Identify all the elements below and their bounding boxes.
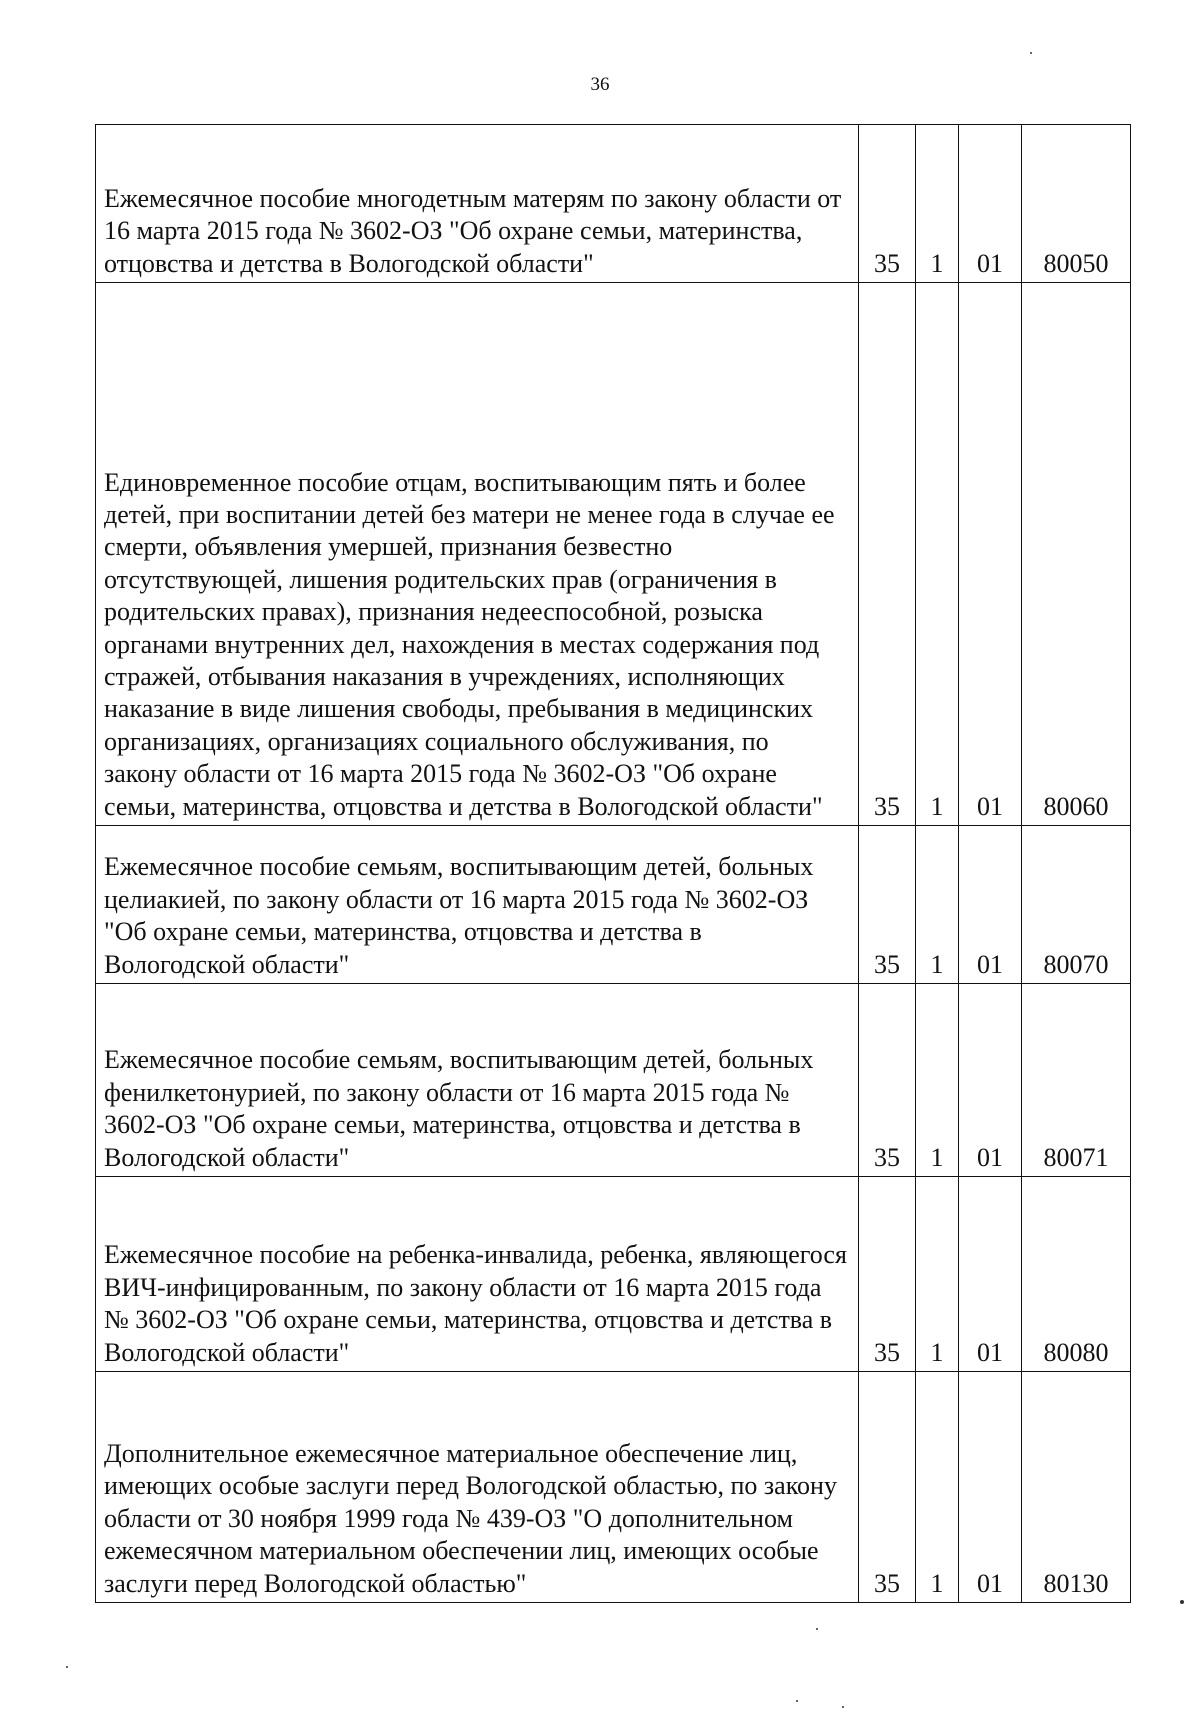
scan-speck [1180, 1600, 1184, 1604]
scan-speck [816, 1628, 818, 1630]
table-row [96, 984, 1131, 1177]
code-cell-1: 35 [859, 984, 916, 1177]
code-cell-3: 01 [959, 984, 1022, 1177]
code-cell-3: 01 [959, 125, 1022, 283]
code-cell-4: 80070 [1022, 826, 1131, 984]
code-cell-1: 35 [859, 826, 916, 984]
code-cell-2: 1 [916, 125, 959, 283]
row-description: Единовременное пособие отцам, воспитывающим пять и более детей, при воспитании детей без матери не менее года в случае ее смерти, объявления умершей, признания безвестно отсутствующей, лишения родительских прав (ограничения в родительских правах), признания недееспособной, розыска органами внутренних дел, нахождения в местах содержания под стражей, отбывания наказания в учреждениях, исполняющих наказание в виде лишения свободы, пребывания в медицинских организациях, организациях социального обслуживания, по закону области от 16 марта 2015 года № 3602-ОЗ "Об охране семьи, материнства, отцовства и детства в Вологодской области" [96, 283, 859, 826]
scan-speck [1030, 52, 1032, 54]
code-cell-1: 35 [859, 283, 916, 826]
code-cell-3: 01 [959, 826, 1022, 984]
row-description: Ежемесячное пособие на ребенка-инвалида, ребенка, являющегося ВИЧ-инфицированным, по закону области от 16 марта 2015 года № 3602-ОЗ "Об охране семьи, материнства, отцовства и детства в Вологодской области" [96, 1177, 859, 1372]
table-row [96, 1372, 1131, 1603]
code-cell-2: 1 [916, 984, 959, 1177]
row-description: Дополнительное ежемесячное материальное обеспечение лиц, имеющих особые заслуги перед Вологодской областью, по закону области от 30 ноября 1999 года № 439-ОЗ "О дополнительном ежемесячном материальном обеспечении лиц, имеющих особые заслуги перед Вологодской областью" [96, 1372, 859, 1603]
code-cell-4: 80050 [1022, 125, 1131, 283]
table-row [96, 1177, 1131, 1372]
budget-classification-table [95, 124, 1131, 1603]
code-cell-3: 01 [959, 1177, 1022, 1372]
code-cell-2: 1 [916, 1177, 959, 1372]
code-cell-4: 80130 [1022, 1372, 1131, 1603]
code-cell-3: 01 [959, 283, 1022, 826]
table-row [96, 826, 1131, 984]
table-row [96, 125, 1131, 283]
code-cell-4: 80060 [1022, 283, 1131, 826]
table-row [96, 283, 1131, 826]
code-cell-4: 80080 [1022, 1177, 1131, 1372]
page-number: 36 [590, 74, 610, 95]
code-cell-2: 1 [916, 1372, 959, 1603]
code-cell-1: 35 [859, 1372, 916, 1603]
scan-speck [66, 1666, 68, 1668]
scan-speck [842, 1706, 844, 1708]
code-cell-2: 1 [916, 826, 959, 984]
row-description: Ежемесячное пособие семьям, воспитывающим детей, больных целиакией, по закону области от 16 марта 2015 года № 3602-ОЗ "Об охране семьи, материнства, отцовства и детства в Вологодской области" [96, 826, 859, 984]
code-cell-1: 35 [859, 1177, 916, 1372]
code-cell-1: 35 [859, 125, 916, 283]
row-description: Ежемесячное пособие семьям, воспитывающим детей, больных фенилкетонурией, по закону области от 16 марта 2015 года № 3602-ОЗ "Об охране семьи, материнства, отцовства и детства в Вологодской области" [96, 984, 859, 1177]
code-cell-2: 1 [916, 283, 959, 826]
row-description: Ежемесячное пособие многодетным матерям по закону области от 16 марта 2015 года № 3602-ОЗ "Об охране семьи, материнства, отцовства и детства в Вологодской области" [96, 125, 859, 283]
code-cell-4: 80071 [1022, 984, 1131, 1177]
scan-speck [796, 1700, 798, 1702]
code-cell-3: 01 [959, 1372, 1022, 1603]
